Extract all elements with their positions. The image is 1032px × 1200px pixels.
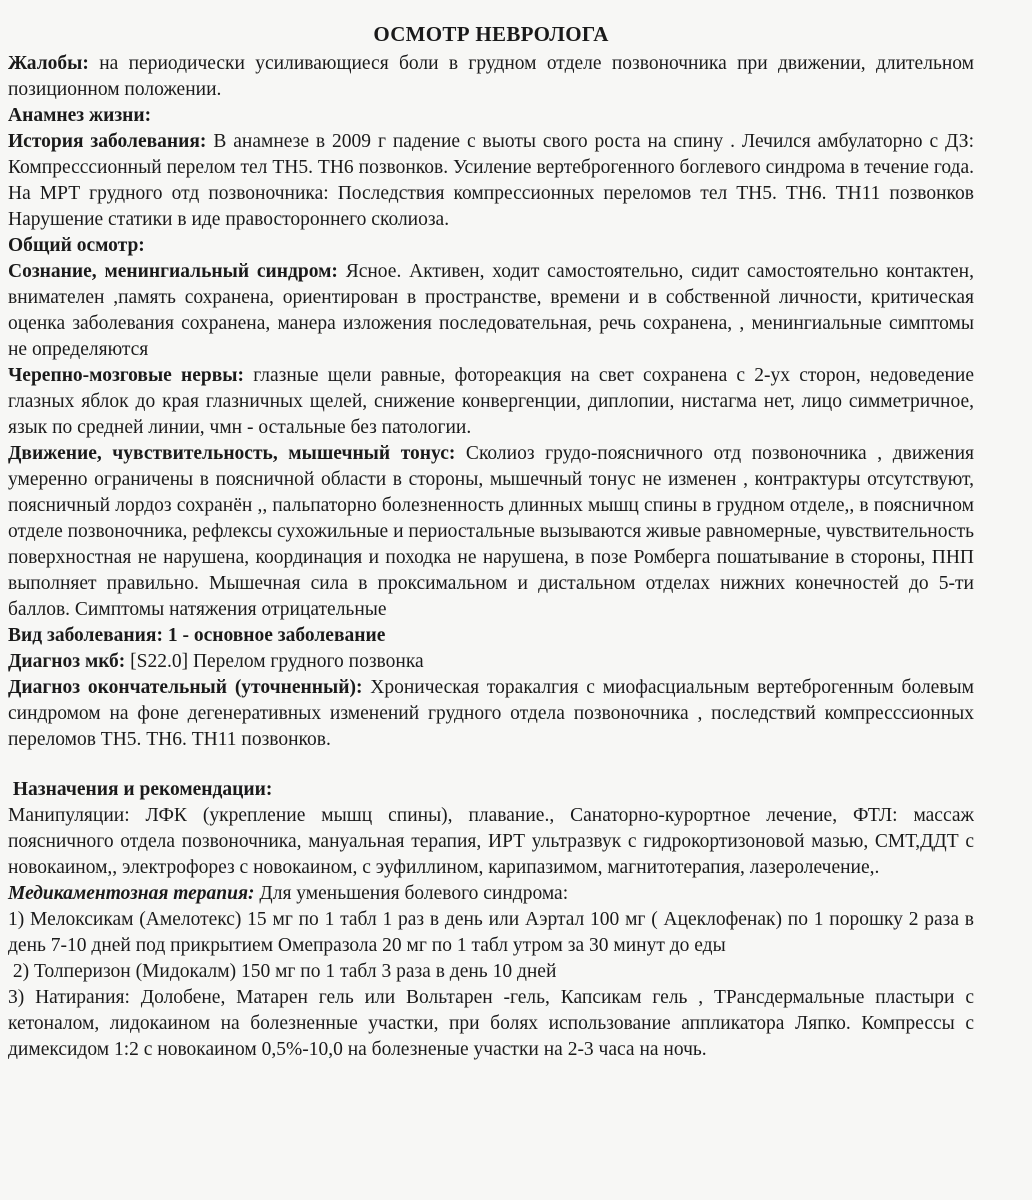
movement-text: Сколиоз грудо-поясничного отд позвоночника , движения умеренно ограничены в поясничной области в стороны, мышечный тонус не изменен , контрактуры отсутствуют, поясничный лордоз сохранён ,, пальпаторно болезненность длинных мышц спины в грудном отделе,, в поясничном отделе позвоночника, рефлексы сухожильные и периостальные вызываются живые равномерные, чувствительность поверхностная не нарушена, координация и походка не нарушена, в позе Ромберга пошатывание в стороны, ПНП выполняет правильно. Мышечная сила в проксимальном и дистальном отделах нижних конечностей до 5-ти баллов. Симптомы натяжения отрицательные [8,443,974,620]
drug-therapy-text: Для уменьшения болевого синдрома: [254,883,569,904]
final-diagnosis-text: Хроническая торакалгия с миофасциальным вертеброгенным болевым синдромом на фоне дегенеративных изменений грудного отдела позвоночника , последствий компресссионных переломов ТН5. ТН6. ТН11 позвонков. [8,677,974,750]
general-exam-section [8,233,974,259]
therapy-item-1: 1) Мелоксикам (Амелотекс) 15 мг по 1 табл 1 раз в день или Аэртал 100 мг ( Ацеклофенак) по 1 порошку 2 раза в день 7-10 дней под прикрытием Омепразола 20 мг по 1 табл утром за 30 минут до еды [8,909,974,956]
general-exam-label: Общий осмотр: [8,235,145,256]
recommendations-label: Назначения и рекомендации: [12,779,273,800]
recommendations-section [8,777,974,803]
disease-history-section [8,129,974,233]
life-anamnesis-section [8,103,974,129]
disease-type-section [8,623,974,649]
drug-therapy-label: Медикаментозная терапия: [8,883,255,904]
section-spacer [8,753,974,777]
icd-diagnosis-text: [S22.0] Перелом грудного позвонка [125,651,424,672]
movement-section [8,441,974,623]
therapy-item-3: 3) Натирания: Долобене, Матарен гель или Вольтарен -гель, Капсикам гель , ТРансдермальные пластыри с кетоналом, лидокаином на болезненные участки, при болях использование аппликатора Ляпко. Компрессы с димексидом 1:2 с новокаином 0,5%-10,0 на болезненые участки на 2-3 часа на ночь. [8,987,974,1060]
consciousness-text: Ясное. Активен, ходит самостоятельно, сидит самостоятельно контактен, внимателен ,память сохранена, ориентирован в пространстве, времени и в собственной личности, критическая оценка заболевания сохранена, манера изложения последовательная, речь сохранена, , менингиальные симптомы не определяются [8,261,974,360]
consciousness-label: Сознание, менингиальный синдром: [8,261,338,282]
disease-type-label: Вид заболевания: [8,625,163,646]
movement-label: Движение, чувствительность, мышечный тонус: [8,443,456,464]
cranial-nerves-text: глазные щели равные, фотореакция на свет сохранена с 2-ух сторон, недоведение глазных яблок до края глазничных щелей, снижение конвергенции, диплопии, нистагма нет, лицо симметричное, язык по средней линии, чмн - остальные без патологии. [8,365,975,438]
disease-type-text: 1 - основное заболевание [162,625,386,646]
document-title: ОСМОТР НЕВРОЛОГА [373,22,609,46]
icd-diagnosis-label: Диагноз мкб: [8,651,126,672]
complaints-section [8,51,974,103]
drug-therapy-section [8,881,974,907]
icd-diagnosis-section [8,649,974,675]
manipulations-section [8,803,974,881]
complaints-label: Жалобы: [8,53,89,74]
disease-history-label: История заболевания: [8,131,207,152]
consciousness-section [8,259,974,363]
final-diagnosis-section [8,675,974,753]
cranial-nerves-section [8,363,974,441]
complaints-text: на периодически усиливающиеся боли в грудном отделе позвоночника при движении, длительном позиционном положении. [8,53,974,100]
therapy-item-2-text: 2) Толперизон (Мидокалм) 150 мг по 1 табл 3 раза в день 10 дней [12,961,557,982]
therapy-item-2 [8,959,974,985]
life-anamnesis-label: Анамнез жизни: [8,105,152,126]
final-diagnosis-label: Диагноз окончательный (уточненный): [8,677,363,698]
cranial-nerves-label: Черепно-мозговые нервы: [8,365,245,386]
disease-history-text: В анамнезе в 2009 г падение с выоты свого роста на спину . Лечился амбулаторно с ДЗ: Компресссионный перелом тел ТН5. ТН6 позвонков. Усиление вертеброгенного боглевого синдрома в течение года. На МРТ грудного отд позвоночника: Последствия компрессионных переломов тел ТН5. ТН6. ТН11 позвонков Нарушение статики в иде правостороннего сколиоза. [8,131,974,230]
manipulations-text: Манипуляции: ЛФК (укрепление мышц спины), плавание., Санаторно-курортное лечение, ФТЛ: массаж поясничного отдела позвоночника, мануальная терапия, ИРТ ультразвук с гидрокортизоновой мазью, СМТ,ДДТ с новокаином,, электрофорез с новокаином, с эуфиллином, карипазимом, магнитотерапия, лазеролечение,. [8,805,974,878]
